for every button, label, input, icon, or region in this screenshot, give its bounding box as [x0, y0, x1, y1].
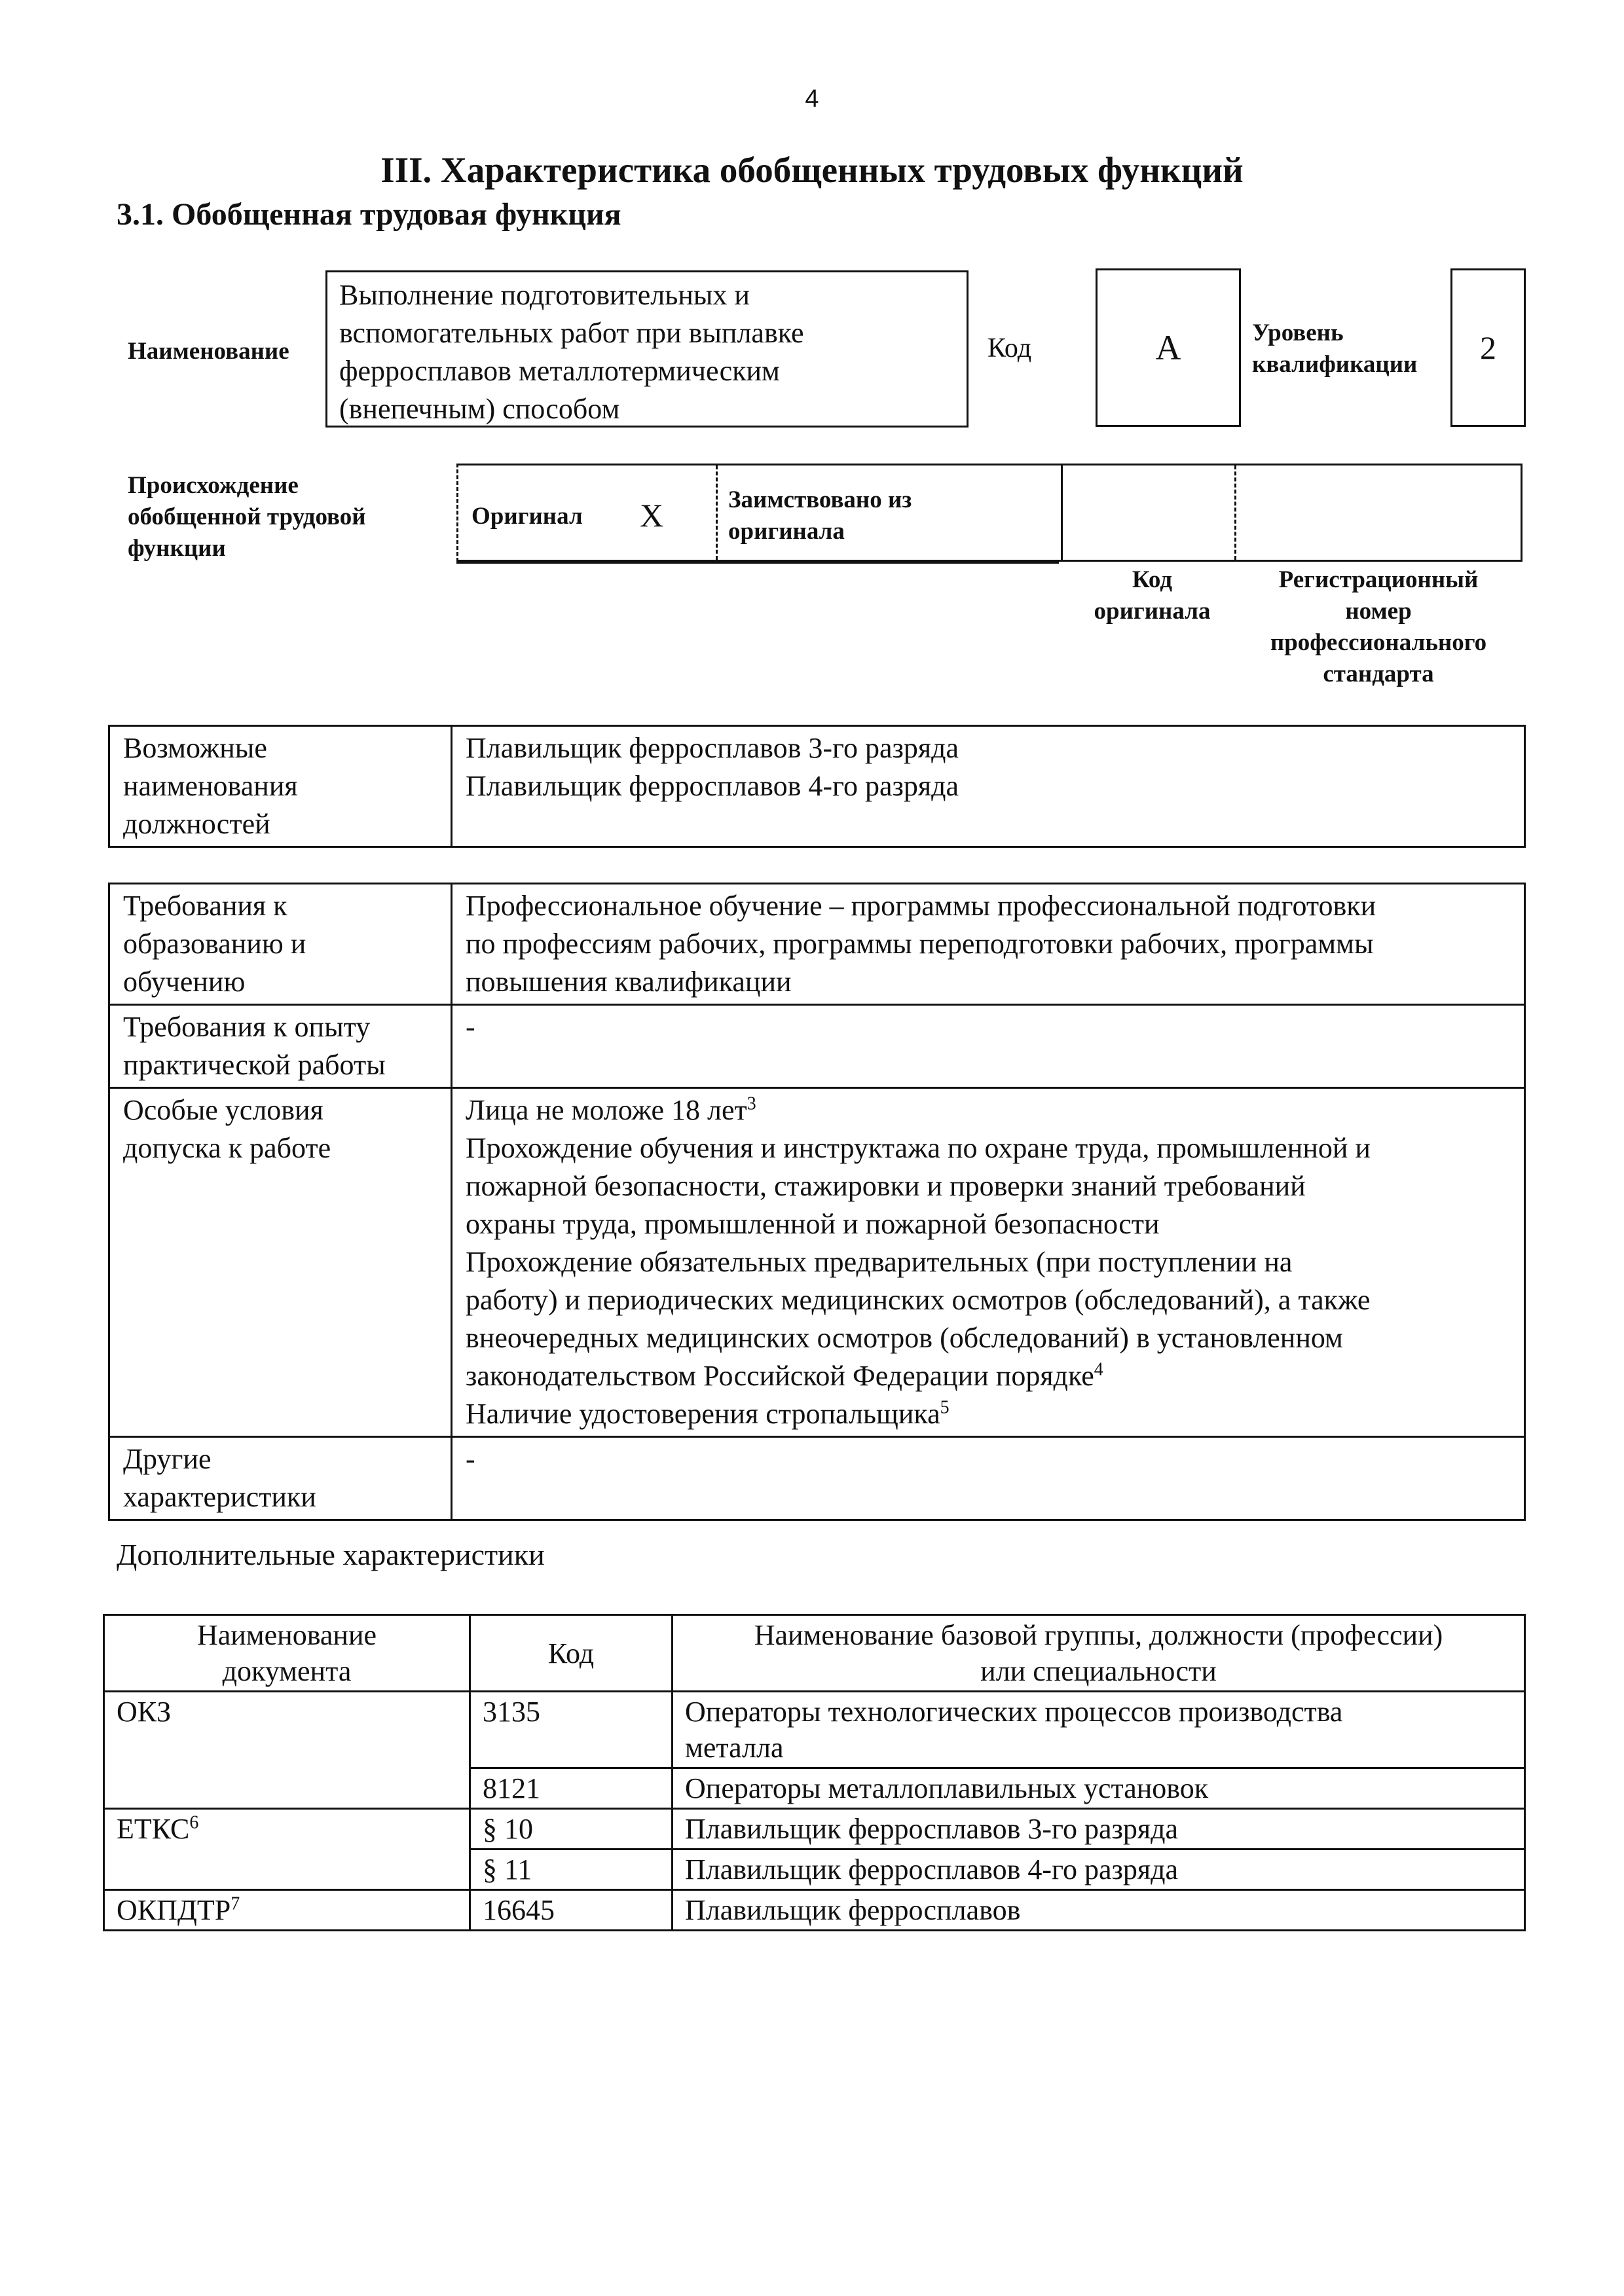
- education-value-line: по профессиям рабочих, программы переподготовки рабочих, программы: [466, 928, 1374, 960]
- origin-label-line: функции: [128, 535, 226, 562]
- table-row: [109, 884, 1525, 1005]
- experience-label: [109, 1005, 452, 1088]
- education-label-line: образованию и: [123, 928, 306, 960]
- name-cell: Плавильщик ферросплавов 3-го разряда: [673, 1809, 1525, 1850]
- header-doc-line: Наименование: [196, 1619, 377, 1651]
- header-name-line: Наименование базовой группы, должности (профессии): [754, 1619, 1443, 1651]
- origin-table: [456, 464, 1522, 562]
- origin-label-line: обобщенной трудовой: [128, 503, 366, 530]
- footnote-ref: 6: [189, 1812, 199, 1833]
- header-doc: [104, 1615, 470, 1692]
- conditions-line: пожарной безопасности, стажировки и проверки знаний требований: [466, 1170, 1306, 1202]
- gtf-level-label-line: квалификации: [1252, 351, 1418, 378]
- doc-cell: ОКПДТР$^7$: [104, 1890, 470, 1931]
- origin-reg-caption-line: Регистрационный: [1278, 566, 1479, 593]
- name-cell: Плавильщик ферросплавов 4-го разряда: [673, 1850, 1525, 1890]
- header-name: [673, 1615, 1525, 1692]
- gtf-level-label-line: Уровень: [1252, 319, 1344, 346]
- origin-divider: [1061, 465, 1063, 560]
- conditions-line: законодательством Российской Федерации порядке$^4$: [466, 1359, 1103, 1392]
- code-cell: 8121: [470, 1768, 673, 1809]
- name-line: Операторы технологических процессов производства: [685, 1696, 1343, 1728]
- name-cell: Операторы металлоплавильных установок: [673, 1768, 1525, 1809]
- education-value: [452, 884, 1525, 1005]
- footnote-ref: 7: [231, 1893, 240, 1914]
- origin-code-caption-line: Код: [1132, 566, 1173, 593]
- education-label: [109, 884, 452, 1005]
- header-doc-line: документа: [222, 1655, 352, 1687]
- origin-label: [128, 470, 366, 564]
- footnote-ref: 5: [940, 1397, 950, 1418]
- sub-title: 3.1. Обобщенная трудовая функция: [117, 197, 621, 232]
- gtf-name-line: вспомогательных работ при выплавке: [339, 317, 804, 349]
- doc-cell: ЕТКС$^6$: [104, 1809, 470, 1890]
- conditions-label-line: допуска к работе: [123, 1132, 331, 1164]
- gtf-code-label: Код: [987, 333, 1032, 363]
- name-cell: [673, 1692, 1525, 1768]
- experience-value: -: [452, 1005, 1525, 1088]
- conditions-line: охраны труда, промышленной и пожарной безопасности: [466, 1208, 1160, 1240]
- table-row: [109, 1088, 1525, 1437]
- origin-divider: [1234, 465, 1236, 560]
- experience-label-line: Требования к опыту: [123, 1011, 371, 1043]
- positions-label-line: Возможные: [123, 732, 267, 764]
- name-line: металла: [685, 1732, 784, 1764]
- conditions-line: Наличие удостоверения стропальщика$^5$: [466, 1397, 950, 1430]
- position-item: Плавильщик ферросплавов 4-го разряда: [466, 770, 959, 802]
- requirements-table: [108, 883, 1526, 1521]
- conditions-label: [109, 1088, 452, 1437]
- origin-underline: [456, 562, 1059, 564]
- positions-label-line: наименования: [123, 770, 298, 802]
- positions-label-line: должностей: [123, 808, 270, 840]
- other-label-line: характеристики: [123, 1481, 316, 1513]
- experience-label-line: практической работы: [123, 1049, 386, 1081]
- gtf-name-line: ферросплавов металлотермическим: [339, 355, 780, 387]
- origin-code-caption: [1059, 564, 1246, 627]
- positions-values: [452, 726, 1525, 847]
- table-row: [109, 1005, 1525, 1088]
- position-item: Плавильщик ферросплавов 3-го разряда: [466, 732, 959, 764]
- other-value: -: [452, 1437, 1525, 1520]
- table-row: [109, 1437, 1525, 1520]
- other-label-line: Другие: [123, 1443, 212, 1475]
- table-row: [104, 1692, 1525, 1768]
- page-number: 4: [805, 85, 819, 113]
- table-row: [109, 726, 1525, 847]
- code-cell: 3135: [470, 1692, 673, 1768]
- gtf-level-value: 2: [1450, 268, 1526, 427]
- education-label-line: обучению: [123, 966, 246, 998]
- section-title: III. Характеристика обобщенных трудовых функций: [380, 150, 1244, 190]
- positions-table: [108, 725, 1526, 848]
- origin-borrowed-line: Заимствовано из: [728, 486, 912, 513]
- additional-title: Дополнительные характеристики: [117, 1538, 545, 1571]
- gtf-name-line: Выполнение подготовительных и: [339, 279, 750, 311]
- table-row: [104, 1809, 1525, 1850]
- origin-divider: [716, 465, 718, 560]
- name-cell: Плавильщик ферросплавов: [673, 1890, 1525, 1931]
- origin-reg-caption-line: номер: [1345, 598, 1412, 625]
- header-name-line: или специальности: [980, 1655, 1217, 1687]
- gtf-level-label: [1252, 318, 1417, 380]
- positions-label: [109, 726, 452, 847]
- code-cell: 16645: [470, 1890, 673, 1931]
- gtf-name-label: Наименование: [128, 338, 289, 365]
- gtf-name-box: [325, 270, 969, 428]
- code-cell: § 11: [470, 1850, 673, 1890]
- conditions-value: [452, 1088, 1525, 1437]
- table-row: [104, 1890, 1525, 1931]
- code-cell: § 10: [470, 1809, 673, 1850]
- header-code: Код: [470, 1615, 673, 1692]
- conditions-line: внеочередных медицинских осмотров (обследований) в установленном: [466, 1322, 1343, 1354]
- gtf-name-line: (внепечным) способом: [339, 393, 620, 425]
- origin-borrowed-label: [728, 484, 912, 547]
- origin-borrowed-line: оригинала: [728, 518, 845, 545]
- education-value-line: Профессиональное обучение – программы профессиональной подготовки: [466, 890, 1376, 922]
- conditions-line: Прохождение обязательных предварительных (при поступлении на: [466, 1246, 1293, 1278]
- education-value-line: повышения квалификации: [466, 966, 792, 998]
- conditions-line: Прохождение обучения и инструктажа по охране труда, промышленной и: [466, 1132, 1371, 1164]
- education-label-line: Требования к: [123, 890, 287, 922]
- other-label: [109, 1437, 452, 1520]
- origin-code-caption-line: оригинала: [1094, 598, 1211, 625]
- origin-original-mark: Х: [640, 497, 664, 534]
- additional-table: [103, 1614, 1526, 1931]
- origin-label-line: Происхождение: [128, 472, 299, 499]
- conditions-label-line: Особые условия: [123, 1094, 323, 1126]
- table-row: [104, 1615, 1525, 1692]
- origin-reg-caption-line: профессионального: [1270, 629, 1487, 656]
- origin-original-label: Оригинал: [471, 503, 583, 530]
- origin-reg-caption: [1231, 564, 1526, 690]
- conditions-line: работу) и периодических медицинских осмотров (обследований), а также: [466, 1284, 1371, 1316]
- doc-cell: ОКЗ: [104, 1692, 470, 1809]
- footnote-ref: 3: [747, 1093, 756, 1114]
- footnote-ref: 4: [1094, 1359, 1103, 1380]
- origin-reg-caption-line: стандарта: [1323, 661, 1434, 687]
- gtf-code-value: А: [1096, 268, 1241, 427]
- conditions-line: Лица не моложе 18 лет$^3$: [466, 1093, 756, 1126]
